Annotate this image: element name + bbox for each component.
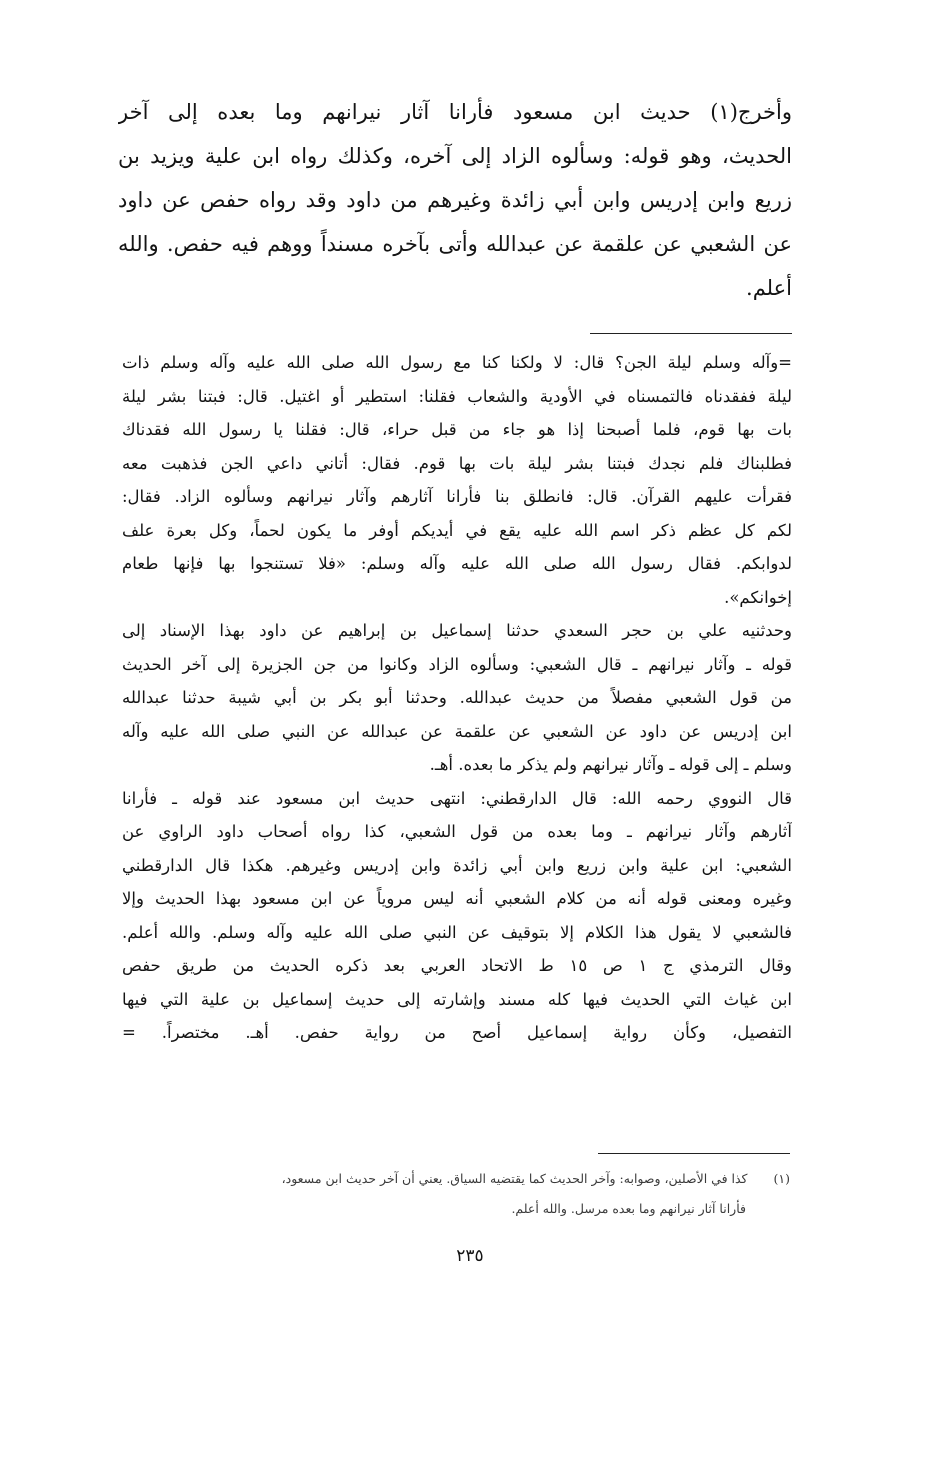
main-text-line: أعلم. — [746, 276, 792, 300]
footnote-line: الشعبي: ابن علية وابن زريع وابن أبي زائدة وابن إدريس وغيرهم. هكذا قال الدارقطني — [122, 855, 792, 875]
footnote-separator — [590, 333, 792, 334]
footnote-line: وسلم ـ إلى قوله ـ وآثار نيرانهم ولم يذكر ما بعده. أهـ. — [429, 755, 792, 774]
footnote-line: ابن غياث التي الحديث فيها كله مسند وإشارته إلى حديث إسماعيل بن علية التي فيها — [122, 989, 792, 1009]
footnote-line: إخوانكم». — [724, 587, 792, 607]
footnote-number: (١) — [773, 1171, 790, 1186]
footnote-line: من قول الشعبي مفصلاً من حديث عبدالله. وحدثنا أبو بكر بن أبي شيبة حدثنا عبدالله — [122, 688, 792, 707]
footnote-line: التفصيل، وكأن رواية إسماعيل أصح من رواية حفص. أهـ. مختصراً. = — [122, 1023, 792, 1042]
page-number: ٢٣٥ — [456, 1246, 484, 1266]
footnote-rule — [598, 1153, 790, 1154]
footnote-1-text: كذا في الأصلين، وصوابه: وآخر الحديث كما يقتضيه السياق. يعني أن آخر حديث ابن مسعود، — [281, 1171, 748, 1186]
main-text — [118, 90, 792, 310]
footnote-line: لدوابكم. فقال رسول الله صلى الله عليه وآله وسلم: «فلا تستنجوا بها فإنها طعام — [122, 554, 792, 573]
footnote-line: قوله ـ وآثار نيرانهم ـ قال الشعبي: وسألوه الزاد وكانوا من جن الجزيرة إلى آخر الحديث — [122, 654, 792, 674]
footnote-line: وحدثنيه علي بن حجر السعدي حدثنا إسماعيل بن إبراهيم عن داود بهذا الإسناد إلى — [122, 621, 792, 640]
main-text-line: وأخرج(١) حديث ابن مسعود فأرانا آثار نيرانهم وما بعده إلى آخر — [118, 100, 792, 124]
footnote-line: لكم كل عظم ذكر اسم الله عليه يقع في أيديكم أوفر ما يكون لحماً، وكل بعرة علف — [122, 520, 792, 540]
footnote-line: ليلة ففقدناه فالتمسناه في الأودية والشعاب فقلنا: استطير أو اغتيل. قال: فبتنا بشر ليلة — [122, 386, 792, 406]
main-text-line: عن الشعبي عن علقمة عن عبدالله وأتى بآخره مسنداً ووهم فيه حفص. والله — [118, 232, 792, 256]
footnote-1-line: فأرانا آثار نيرانهم وما بعده مرسل. والله أعلم. — [511, 1201, 746, 1216]
main-text-line: الحديث، وهو قوله: وسألوه الزاد إلى آخره، وكذلك رواه ابن علية ويزيد بن — [118, 144, 792, 168]
footnote-1-line — [122, 1164, 790, 1194]
footnote-line: فقرأت عليهم القرآن. قال: فانطلق بنا فأرانا آثارهم وآثار نيرانهم وسألوه الزاد. فقال: — [122, 487, 792, 506]
footnote-line: وغيره ومعنى قوله أنه من كلام الشعبي أنه ليس مروياً عن ابن مسعود بهذا الحديث وإلا — [122, 889, 792, 908]
footnote-line: وقال الترمذي ج ١ ص ١٥ ط الاتحاد العربي بعد ذكره الحديث من طريق حفص — [122, 956, 792, 975]
footnote-line: =وآله وسلم ليلة الجن؟ قال: لا ولكنا كنا مع رسول الله صلى الله عليه وآله وسلم ذات — [122, 353, 792, 372]
footnote-line: فطلبناك فلم نجدك فبتنا بشر ليلة بات بها قوم. فقال: أتاني داعي الجن فذهبت معه — [122, 453, 792, 473]
continued-footnote-text — [122, 346, 792, 1050]
footnote-line: ابن إدريس عن داود عن الشعبي عن علقمة عن عبدالله عن النبي صلى الله عليه وآله — [122, 721, 792, 741]
footnote-line: بات بها قوم، فلما أصبحنا إذا هو جاء من قبل حراء، قال: فقلنا يا رسول الله فقدناك — [122, 420, 792, 439]
main-text-line: زريع وابن إدريس وابن أبي زائدة وغيرهم من داود وقد رواه حفص عن داود — [118, 188, 792, 212]
footnote-line: فالشعبي لا يقول هذا الكلام إلا بتوقيف عن النبي صلى الله عليه وآله وسلم. والله أعلم. — [122, 922, 792, 942]
footnote-line: قال النووي رحمه الله: قال الدارقطني: انتهى حديث ابن مسعود عند قوله ـ فأرانا — [122, 788, 792, 808]
footnote-line: آثارهم وآثار نيرانهم ـ وما بعده من قول الشعبي، كذا رواه أصحاب داود الراوي عن — [122, 822, 792, 841]
footnote-1 — [122, 1164, 790, 1224]
